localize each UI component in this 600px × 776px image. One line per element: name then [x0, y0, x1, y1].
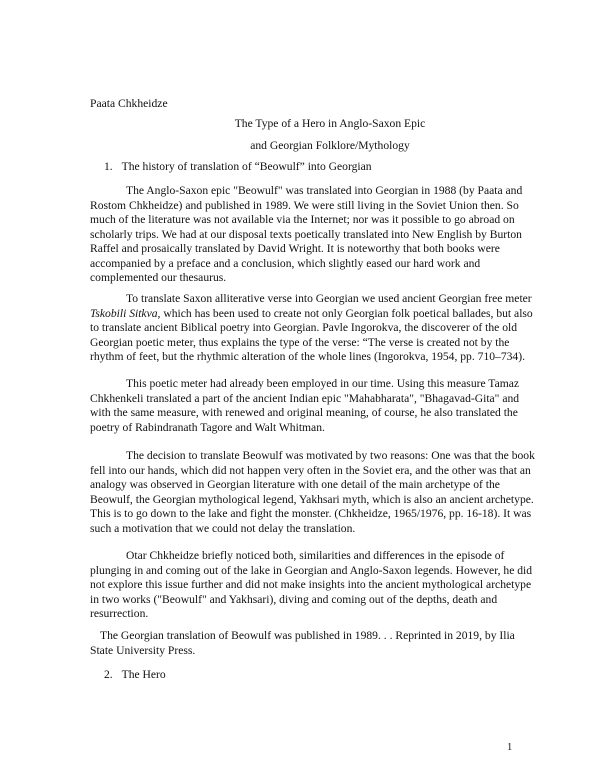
- line-text: This poetic meter had already been employed in our time. Using this measure Tamaz: [126, 377, 520, 390]
- line-text: Raffel and prosaically translated by David Wright. It is noteworthy that both books were: [90, 242, 500, 255]
- line-text: not explore this issue further and did not make insights into the ancient mythological archetype: [90, 578, 532, 591]
- line-text: resurrection.: [90, 607, 149, 620]
- line-text: scholarly trips. We had at our disposal texts poetically translated into New English by Burton: [90, 227, 522, 241]
- line-text: accompanied by a preface and a conclusion, which slightly eased our hard work and: [90, 256, 481, 270]
- author-name: Paata Chkheidze: [90, 97, 168, 110]
- text-line: [90, 406, 530, 421]
- line-text: much of the literature was not available via the Internet; nor was it possible to go abroad on: [90, 213, 515, 226]
- text-line: [90, 292, 530, 307]
- title-line-2: and Georgian Folklore/Mythology: [250, 139, 410, 152]
- text-line: [90, 644, 530, 659]
- line-text: plunging in and coming out of the lake in Georgian and Anglo-Saxon legends. However, he did: [90, 563, 533, 577]
- line-text: in two works ("Beowulf" and Yakhsari), diving and coming out of the depths, death and: [90, 592, 498, 606]
- line-text: with the same measure, with renewed and original meaning, of course, he also translated the: [90, 406, 518, 419]
- line-text: Beowulf, the Georgian mythological legend, Yakhsari myth, which is also an ancient archetype.: [90, 492, 534, 506]
- line-text: The decision to translate Beowulf was motivated by two reasons: One was that the book: [126, 449, 535, 462]
- line-text: such a motivation that we could not delay the translation.: [90, 521, 356, 535]
- paragraph-6: [90, 629, 530, 658]
- line-text: rhythm of feet, but the rhythmic alteration of the whole lines (Ingorokva, 1954, pp. 710–734).: [90, 350, 525, 363]
- section-number: 1.: [104, 160, 113, 173]
- text-line: [90, 213, 530, 228]
- line-text: The Anglo-Saxon epic "Beowulf" was translated into Georgian in 1988 (by Paata and: [126, 184, 523, 197]
- paragraph-4: [90, 449, 535, 536]
- line-text: The Georgian translation of Beowulf was published in 1989. . . Reprinted in 2019, by Ilia: [100, 629, 515, 642]
- text-line: [90, 492, 534, 508]
- text-line: [90, 184, 530, 199]
- line-text: complemented our thesaurus.: [90, 271, 227, 284]
- text-line: [90, 507, 530, 522]
- line-text: analogy was observed in Georgian literature with one detail of the main archetype of the: [90, 478, 500, 491]
- line-text: Rostom Chkheidze) and published in 1989. We were still living in the Soviet Union then. So: [90, 198, 519, 212]
- title-line-1: The Type of a Hero in Anglo-Saxon Epic: [234, 117, 426, 130]
- text-line: [90, 464, 530, 479]
- text-line: [90, 377, 530, 392]
- text-line: [90, 578, 530, 593]
- text-line: [90, 242, 530, 257]
- line-text: to translate ancient Biblical poetry into Georgian. Pavle Ingorokva, the discoverer of the old: [90, 321, 518, 334]
- paragraph-5: [90, 549, 533, 622]
- page-number: 1: [507, 742, 513, 753]
- text-line: [90, 271, 530, 286]
- text-line: [90, 392, 530, 407]
- line-text: To translate Saxon alliterative verse into Georgian we used ancient Georgian free meter: [126, 292, 532, 305]
- text-line: [90, 449, 535, 464]
- line-text: Otar Chkheidze briefly noticed both, similarities and differences in the episode of: [126, 549, 505, 562]
- section-number: 2.: [104, 668, 113, 681]
- line-text: State University Press.: [90, 643, 196, 657]
- text-line: [90, 199, 530, 214]
- line-text: Chkhenkeli translated a part of the ancient Indian epic "Mahabharata", "Bhagavad-Gita" and: [90, 391, 520, 405]
- section-title: The Hero: [121, 668, 166, 681]
- section-1-heading: [104, 160, 372, 175]
- text-line: [90, 421, 530, 436]
- text-line: [90, 607, 530, 622]
- paragraph-2: [90, 292, 533, 365]
- text-line: [90, 321, 530, 336]
- section-title: The history of translation of “Beowulf” into Georgian: [121, 160, 372, 173]
- paragraph-1: [90, 184, 530, 286]
- text-line: [90, 549, 530, 564]
- text-line: [90, 522, 530, 537]
- text-line: [90, 257, 530, 272]
- paragraph-3: [90, 377, 530, 435]
- section-2-heading: [104, 668, 166, 683]
- text-line: [90, 228, 530, 243]
- line-text: poetry of Rabindranath Tagore and Walt Whitman.: [90, 420, 325, 434]
- text-line: [90, 563, 533, 579]
- line-text: This is to go down to the lake and fight the monster. (Chkheidze, 1965/1976, pp. 16-18). It was: [90, 507, 532, 520]
- line-text: Georgian poetic meter, thus explains the type of the verse: “The verse is created not by the: [90, 335, 510, 349]
- text-line: [90, 306, 533, 322]
- text-line: [90, 629, 530, 644]
- text-line: [90, 478, 530, 493]
- line-text: which has been used to create not only Georgian folk poetical ballades, but also: [160, 306, 533, 320]
- line-text: fell into our hands, which did not happen very often in the Soviet era, and the other was that an: [90, 463, 531, 477]
- text-line: [90, 593, 530, 608]
- text-line: [90, 336, 530, 351]
- italic-term: Tskobili Sitkva,: [90, 306, 161, 320]
- text-line: [90, 350, 530, 365]
